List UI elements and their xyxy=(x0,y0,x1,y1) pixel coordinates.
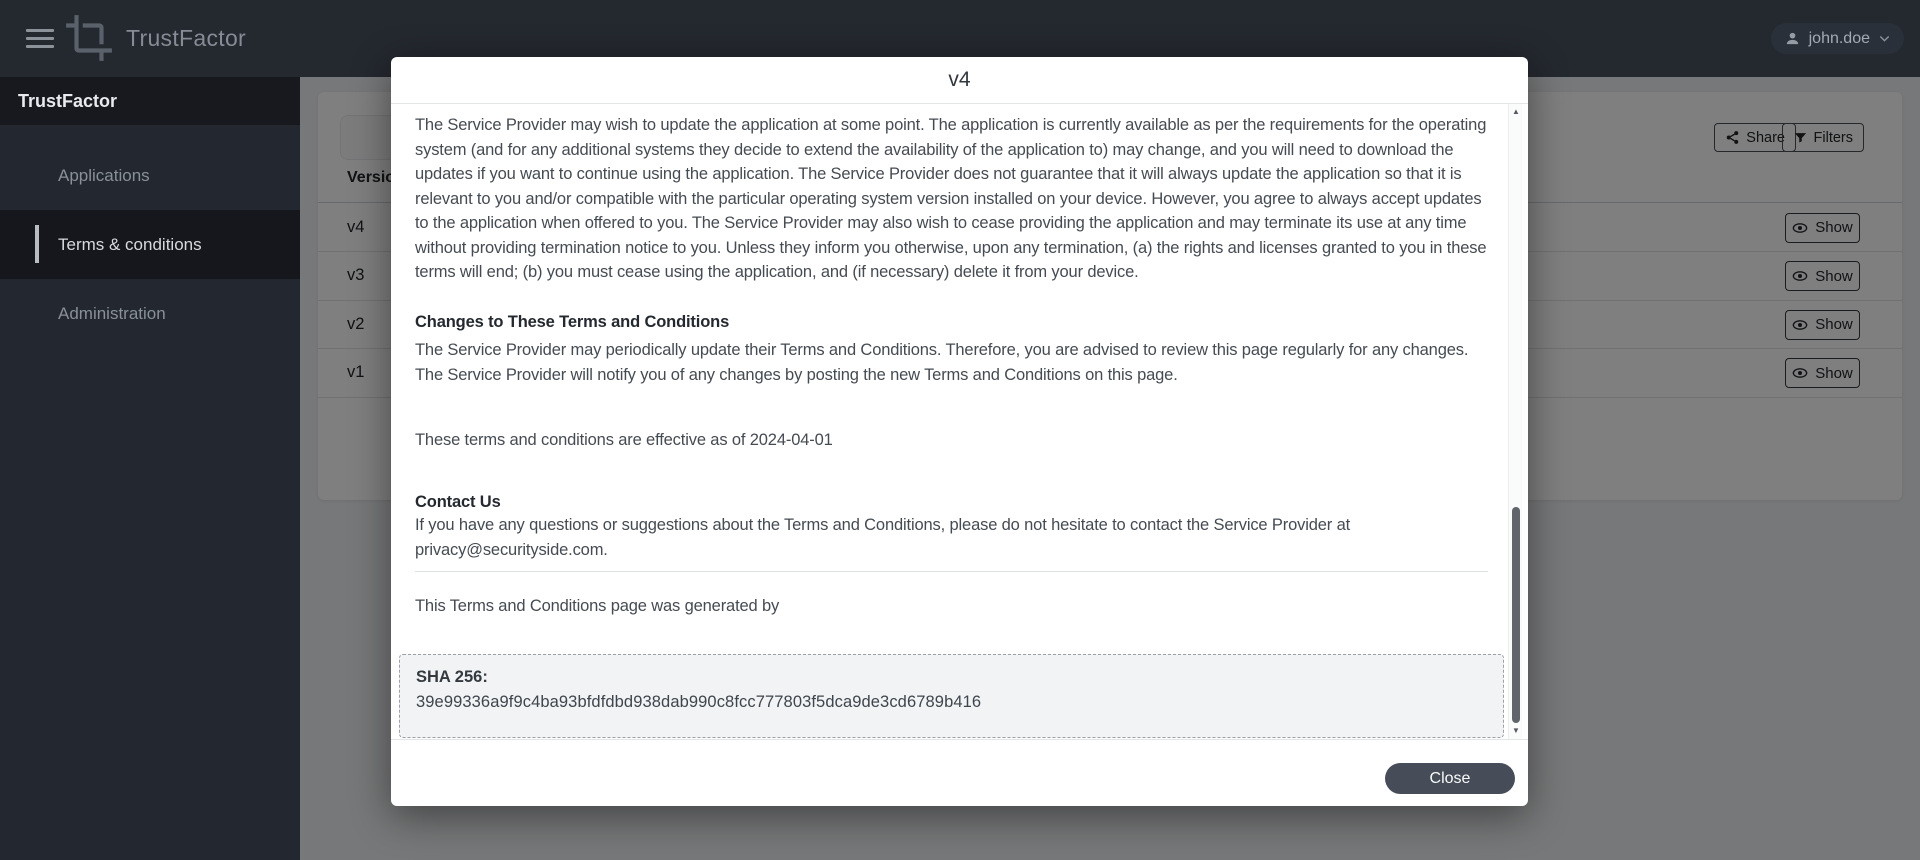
chevron-down-icon xyxy=(1878,32,1891,45)
sidebar-item-applications[interactable] xyxy=(0,141,300,210)
user-menu[interactable] xyxy=(1771,23,1904,54)
sidebar-item-label: Applications xyxy=(58,165,150,185)
modal-scrollbar[interactable] xyxy=(1508,104,1522,739)
sidebar xyxy=(0,77,300,860)
contact-paragraph: If you have any questions or suggestions about the Terms and Conditions, please do not hesitate to contact the Service Provider at privacy@securityside.com. xyxy=(415,516,1351,559)
brand-title: TrustFactor xyxy=(126,25,247,51)
generated-by-line: This Terms and Conditions page was generated by xyxy=(415,597,780,615)
sidebar-item-label: Administration xyxy=(58,303,166,323)
changes-paragraph: The Service Provider may periodically update their Terms and Conditions. Therefore, you are advised to review this page regularly for any changes. The Service Provider will notify you of any changes by posting the new Terms and Conditions on this page. xyxy=(415,341,1469,384)
divider xyxy=(415,571,1488,572)
scroll-down-arrow-icon[interactable]: ▼ xyxy=(1512,726,1520,735)
sidebar-nav xyxy=(0,125,300,348)
trustfactor-logo-icon xyxy=(64,13,114,63)
sidebar-title: TrustFactor xyxy=(0,77,300,125)
sha-label: SHA 256: xyxy=(416,668,488,686)
user-name: john.doe xyxy=(1808,29,1870,47)
scroll-up-arrow-icon[interactable]: ▲ xyxy=(1512,107,1520,116)
modal-title: v4 xyxy=(948,68,971,91)
sha-box xyxy=(399,654,1504,738)
changes-heading: Changes to These Terms and Conditions xyxy=(415,313,730,331)
active-indicator-bar xyxy=(35,225,39,263)
sidebar-item-label: Terms & conditions xyxy=(58,234,202,254)
sha-hash-value: 39e99336a9f9c4ba93bfdfdbd938dab990c8fcc777803f5dca9de3cd6789b416 xyxy=(416,693,982,711)
effective-date-line: These terms and conditions are effective as of 2024-04-01 xyxy=(415,431,833,449)
user-icon xyxy=(1784,30,1801,47)
terms-intro-paragraph: The Service Provider may wish to update the application at some point. The application is currently available as per the requirements for the operating system (and for any additional systems they decide to extend the availability of the application to) may change, and you will need to download the updates if you want to continue using the application. The Service Provider does not guarantee that it will always update the application so that it is relevant to you and/or compatible with the particular operating system version installed on your device. However, you agree to always accept updates to the application when offered to you. The Service Provider may also wish to cease providing the application and may terminate its use at any time without providing termination notice to you. Unless they inform you otherwise, upon any termination, (a) the rights and licenses granted to you in these terms will end; (b) you must cease using the application, and (if necessary) delete it from your device. xyxy=(415,116,1487,281)
terms-scroll-area[interactable] xyxy=(391,103,1528,740)
sidebar-item-terms-and-conditions[interactable] xyxy=(0,210,300,279)
contact-heading: Contact Us xyxy=(415,493,501,511)
menu-toggle-button[interactable] xyxy=(26,29,54,48)
close-button[interactable]: Close xyxy=(1385,763,1515,794)
scrollbar-thumb[interactable] xyxy=(1512,507,1520,723)
terms-version-modal xyxy=(391,57,1528,806)
sidebar-item-administration[interactable] xyxy=(0,279,300,348)
